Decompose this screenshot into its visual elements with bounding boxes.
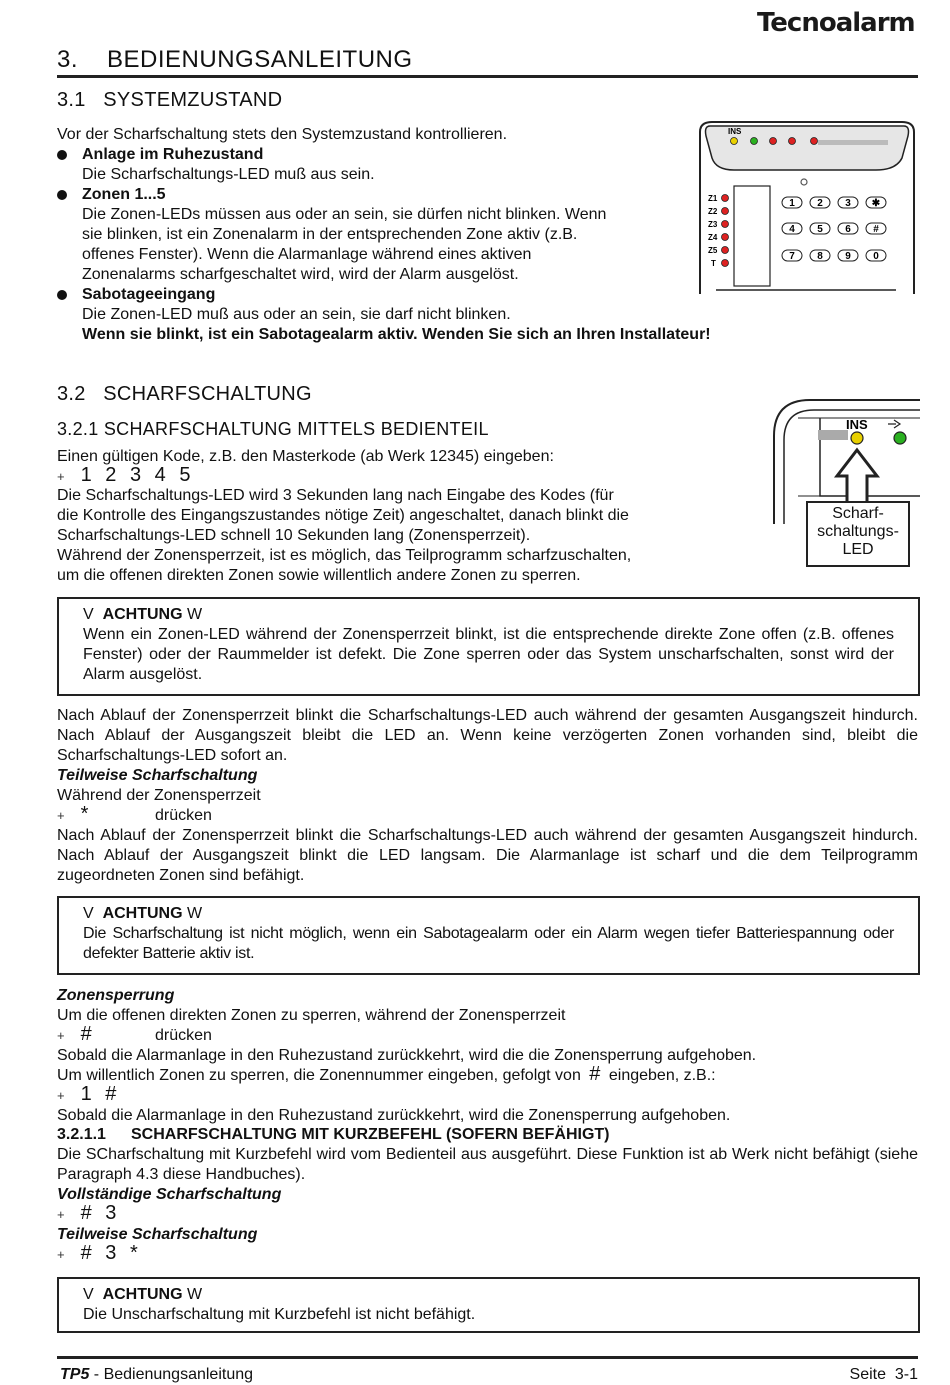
zone-label: Z2: [708, 207, 718, 216]
teil-paragraph: Nach Ablauf der Zonensperrzeit blinkt die Scharfschaltungs-LED auch während der gesamten Ausgangszeit hindurch. Nach Ablauf der Ausgangszeit blinkt die LED langsam. Die Alarmanlage ist scharf und die dem Teilprogramm zugeordneten Zonen sind befähigt.: [57, 827, 918, 884]
zone-label: T: [711, 259, 716, 268]
warning-heading: [83, 1285, 894, 1305]
warning-w: W: [187, 1286, 203, 1303]
p3: Nach Ablauf der Zonensperrzeit blinkt die Scharfschaltungs-LED auch während der gesamten Ausgangszeit hindurch. Nach Ablauf der Ausgangszeit bleibt die LED an. Wenn keine verzögerten Zonen vorhanden sind, bleibt die Scharfschaltungs-LED sofort an.: [57, 707, 918, 764]
tecnoalarm-logo: Tecnoalarm: [757, 8, 915, 38]
keypad-key: 6: [845, 224, 851, 235]
warning-heading: [83, 605, 894, 625]
teilweise-kurz-heading: Teilweise Scharfschaltung: [57, 1226, 258, 1243]
s3211-paragraph: Die SCharfschaltung mit Kurzbefehl wird vom Bedienteil aus ausgeführt. Diese Funktion ist ab Werk nicht befähigt (siehe Paragraph 4.3 diese Handbuches).: [57, 1146, 918, 1183]
text-part: Um willentlich Zonen zu sperren, die Zonennummer eingeben, gefolgt von: [57, 1067, 581, 1084]
key-hash: #: [589, 1063, 601, 1085]
bullet-title: Anlage im Ruhezustand: [82, 146, 264, 163]
footer-page: Seite 3-1: [849, 1366, 918, 1383]
plus-symbol: +: [57, 469, 65, 484]
footer-rule: [57, 1356, 918, 1359]
warning-text: Wenn ein Zonen-LED während der Zonensperrzeit blinkt, ist die entsprechende direkte Zone offen (z.B. offenes Fenster) oder der Raummelder ist defekt. Die Zone sperren oder das System unscharfschalten, sonst wird der Alarm ausgelöst.: [83, 626, 894, 683]
keypad-key: 2: [817, 198, 823, 209]
keypad-key: 9: [845, 251, 851, 262]
keypad-key: ✱: [871, 198, 881, 209]
zone-label: Z3: [708, 220, 718, 229]
plus-symbol: +: [57, 1247, 65, 1262]
footer-model: TP5: [60, 1366, 90, 1383]
text-line: um die offenen direkten Zonen sowie willentlich andere Zonen zu sperren.: [57, 567, 581, 584]
text-part: eingeben, z.B.:: [608, 1067, 716, 1084]
keypad-key: 7: [789, 251, 795, 262]
text-line: Die Scharfschaltungs-LED wird 3 Sekunden lang nach Eingabe des Kodes (für: [57, 487, 614, 504]
keypad-illustration: [696, 118, 918, 298]
keypad-ins-label: INS: [728, 127, 742, 136]
zonen-l1: Um die offenen direkten Zonen zu sperren, während der Zonensperrzeit: [57, 1007, 566, 1024]
warning-v: V: [83, 905, 94, 922]
bullet-dot: [57, 290, 67, 300]
chapter-number: 3.: [57, 46, 79, 73]
bullet-dot: [57, 190, 67, 200]
section-3-2-1-1-title: SCHARFSCHALTUNG MIT KURZBEFEHL (SOFERN BEFÄHIGT): [131, 1126, 610, 1143]
voll-code-line: [57, 1203, 120, 1225]
label-line: schaltungs-: [817, 523, 899, 540]
bullet-ruhezustand: [82, 145, 375, 185]
code-value: 1 2 3 4 5: [80, 464, 195, 486]
zone-label: Z1: [708, 194, 718, 203]
bullet-text: offenes Fenster). Wenn die Alarmanlage während eines aktiven: [82, 246, 532, 263]
keypad-key: 0: [873, 251, 879, 262]
code-value: # 3: [80, 1202, 121, 1224]
teil-action: drücken: [155, 807, 212, 824]
warning-text: Die Unscharfschaltung mit Kurzbefehl ist nicht befähigt.: [83, 1306, 476, 1323]
footer-doc: - Bedienungsanleitung: [89, 1366, 254, 1383]
keypad-key: 8: [817, 251, 823, 262]
zonen-action: drücken: [155, 1027, 212, 1044]
zonen-key-line: [57, 1024, 96, 1046]
s32-p1: Einen gültigen Kode, z.B. den Masterkode (ab Werk 12345) eingeben:: [57, 448, 554, 465]
key-hash: #: [80, 1023, 96, 1045]
plus-symbol: +: [57, 1088, 65, 1103]
warning-heading: [83, 904, 894, 924]
code-value: # 3 *: [80, 1242, 142, 1264]
bullet-dot: [57, 150, 67, 160]
text-line: Während der Zonensperrzeit, ist es möglich, das Teilprogramm scharfzuschalten,: [57, 547, 632, 564]
chapter-title: BEDIENUNGSANLEITUNG: [107, 46, 413, 73]
header-rule: [57, 75, 918, 78]
bullet-zonen: [82, 185, 606, 285]
bullet-text: Die Zonen-LEDs müssen aus oder an sein, sie dürfen nicht blinken. Wenn: [82, 206, 607, 223]
keypad-key: 1: [789, 198, 795, 209]
section-3-1-heading: 3.1 SYSTEMZUSTAND: [57, 89, 283, 111]
zone-label: Z5: [708, 246, 718, 255]
section-3-2-1-heading: 3.2.1 SCHARFSCHALTUNG MITTELS BEDIENTEIL: [57, 419, 489, 439]
key-star: *: [80, 803, 93, 825]
warning-box-2: [57, 896, 920, 975]
bullet-text: Zonenalarms scharfgeschaltet wird, wird der Alarm ausgelöst.: [82, 266, 519, 283]
zonen-l3: [57, 1064, 716, 1086]
arming-led-label-box: [806, 501, 910, 567]
zonensperrung-heading: Zonensperrung: [57, 987, 175, 1004]
bullet-title: Sabotageeingang: [82, 286, 216, 303]
warning-v: V: [83, 606, 94, 623]
code-line-12345: [57, 465, 194, 487]
text-line: die Kontrolle des Eingangszustandes nötige Zeit) angeschaltet, danach blinkt die: [57, 507, 629, 524]
warning-box-1: [57, 597, 920, 696]
zone-label: Z4: [708, 233, 718, 242]
bullet-text: Die Zonen-LED muß aus oder an sein, sie darf nicht blinken.: [82, 306, 511, 323]
keypad-key: 4: [789, 224, 795, 235]
warning-w: W: [187, 606, 203, 623]
warning-box-3: [57, 1277, 920, 1333]
bullet-warning: Wenn sie blinkt, ist ein Sabotagealarm aktiv. Wenden Sie sich an Ihren Installateur!: [82, 326, 711, 343]
figure-ins-label: INS: [846, 417, 868, 432]
bullet-title: Zonen 1...5: [82, 186, 166, 203]
bullet-text: sie blinken, ist ein Zonenalarm in der entsprechenden Zone aktiv (z.B.: [82, 226, 578, 243]
plus-symbol: +: [57, 1028, 65, 1043]
teil-l1: Während der Zonensperrzeit: [57, 787, 261, 804]
warning-title: ACHTUNG: [102, 606, 183, 623]
s31-intro: Vor der Scharfschaltung stets den Systemzustand kontrollieren.: [57, 126, 508, 143]
keypad-key: 5: [817, 224, 823, 235]
warning-text: Die Scharfschaltung ist nicht möglich, wenn ein Sabotagealarm oder ein Alarm wegen tiefer Batteriespannung oder defekter Batterie aktiv ist.: [83, 925, 894, 962]
bullet-text: Die Scharfschaltungs-LED muß aus sein.: [82, 166, 375, 183]
code-value: 1 #: [80, 1083, 121, 1105]
plus-symbol: +: [57, 1207, 65, 1222]
warning-title: ACHTUNG: [102, 1286, 183, 1303]
vollstaendige-heading: Vollständige Scharfschaltung: [57, 1186, 282, 1203]
warning-w: W: [187, 905, 203, 922]
teil-key-line: [57, 804, 92, 826]
s32-p2: [57, 486, 631, 586]
keypad-key: #: [873, 224, 879, 235]
warning-v: V: [83, 1286, 94, 1303]
warning-title: ACHTUNG: [102, 905, 183, 922]
zonen-l4: Sobald die Alarmanlage in den Ruhezustand zurückkehrt, wird die Zonensperrung aufgehoben.: [57, 1107, 731, 1124]
keypad-key: 3: [845, 198, 851, 209]
zonen-code-line: [57, 1084, 120, 1106]
text-line: Scharfschaltungs-LED schnell 10 Sekunden lang (Zonensperrzeit).: [57, 527, 531, 544]
teilweise-heading: Teilweise Scharfschaltung: [57, 767, 258, 784]
arrow-up-icon: [837, 450, 877, 506]
plus-symbol: +: [57, 808, 65, 823]
bullet-sabotage: [82, 285, 711, 345]
teil-code-line: [57, 1243, 142, 1265]
footer-title: [60, 1365, 253, 1385]
section-3-2-heading: 3.2 SCHARFSCHALTUNG: [57, 383, 312, 405]
label-line: LED: [842, 541, 874, 558]
zonen-l2: Sobald die Alarmanlage in den Ruhezustand zurückkehrt, wird die die Zonensperrung aufgehoben.: [57, 1047, 757, 1064]
section-3-2-1-1-number: 3.2.1.1: [57, 1126, 106, 1143]
label-line: Scharf-: [832, 505, 884, 522]
